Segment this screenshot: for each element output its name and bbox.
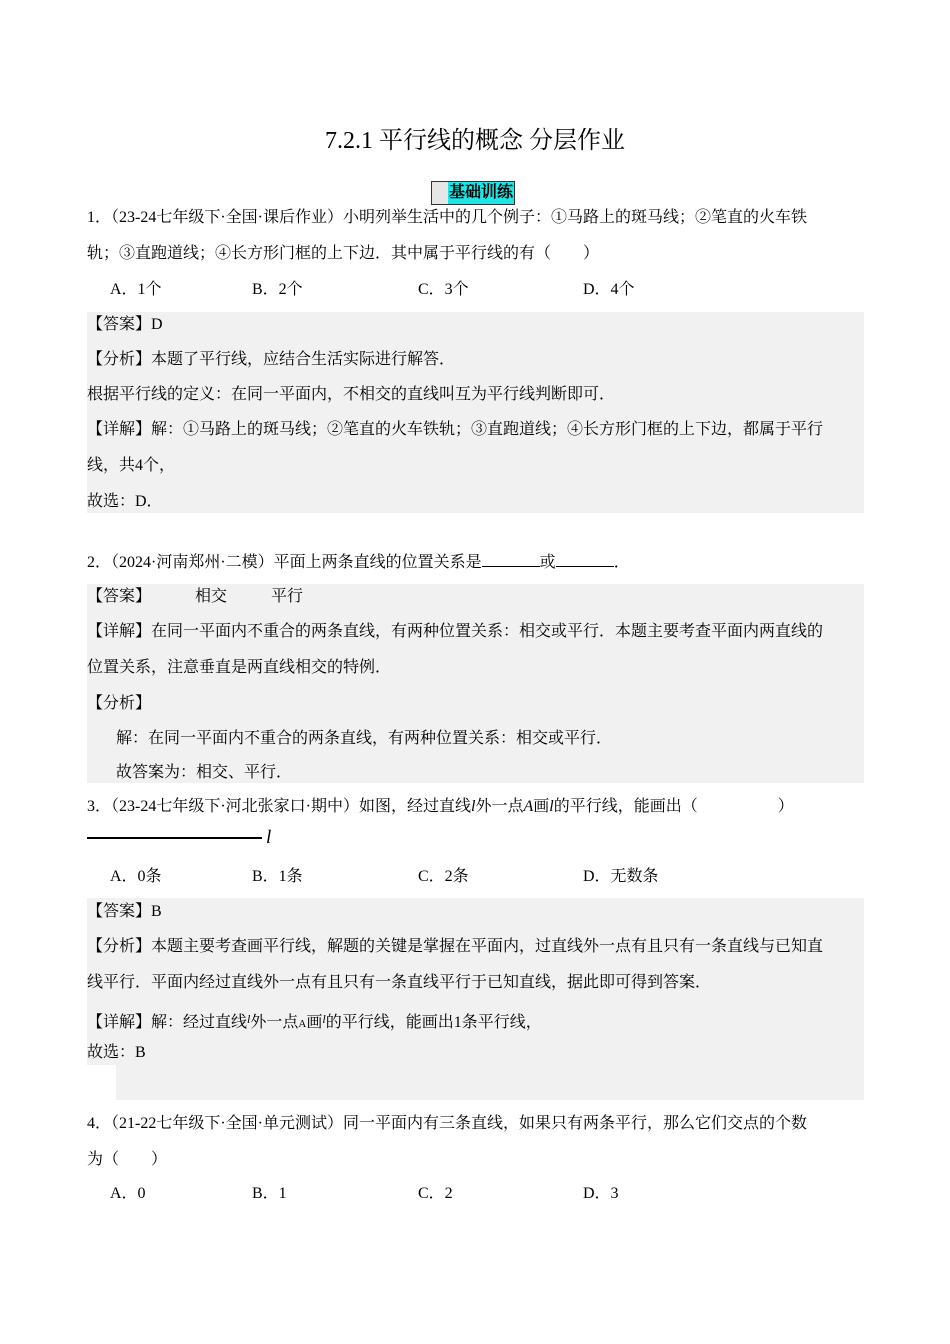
line-l-figure [87, 837, 262, 839]
q2-answer-2: 平行 [271, 588, 304, 605]
page-title: 7.2.1 平行线的概念 分层作业 [325, 128, 625, 154]
q3-detail-a: 【详解】解：经过直线 [87, 1014, 248, 1031]
q3-detail-d: 的平行线，能画出1条平行线， [325, 1014, 542, 1031]
q3-detail-c: 画 [306, 1014, 323, 1031]
q3-analysis1: 【分析】本题主要考查画平行线，解题的关键是掌握在平面内，过直线外一点有且只有一条直线与已知直 [87, 938, 824, 955]
q1-answer: 【答案】D [87, 316, 163, 333]
q4-option-b: B．1 [252, 1185, 287, 1202]
q3-answer: 【答案】B [87, 903, 162, 920]
q2-blank-2 [556, 552, 614, 567]
q1-choose: 故选：D． [87, 493, 163, 510]
q3-stem [87, 797, 794, 817]
q3-solution-box-tail [116, 1065, 864, 1100]
q3-stem-d: 的平行线，能画出（ ） [553, 798, 794, 815]
section-heading [431, 181, 515, 205]
q2-answer [87, 587, 303, 607]
q3-var-l: l [471, 798, 476, 815]
q2-detail1: 【详解】在同一平面内不重合的两条直线，有两种位置关系：相交或平行．本题主要考查平面内两直线的 [87, 623, 824, 640]
q3-stem-b: 外一点 [475, 798, 524, 815]
q1-option-d: D．4个 [583, 281, 635, 298]
q3-option-d: D．无数条 [583, 868, 659, 885]
q2-blank-1 [482, 552, 540, 567]
q1-option-c: C．3个 [418, 281, 469, 298]
q2-answer-1: 相交 [195, 588, 228, 605]
q2-solution-box [87, 584, 864, 783]
q3-var-a: A [523, 798, 534, 815]
q4-stem-line1: 4．（21-22七年级下·全国·单元测试）同一平面内有三条直线，如果只有两条平行，那么它们交点的个数 [87, 1115, 807, 1132]
line-l-label: l [266, 827, 272, 848]
q3-option-a: A．0条 [110, 868, 162, 885]
q1-stem-line2: 轨；③直跑道线；④长方形门框的上下边．其中属于平行线的有（ ） [87, 245, 600, 262]
q2-detail2: 位置关系，注意垂直是两直线相交的特例． [87, 659, 392, 676]
q2-analysis-label: 【分析】 [87, 695, 152, 712]
q2-end: ． [613, 554, 630, 571]
q3-detail-var-a: A [298, 1018, 307, 1030]
q1-solution-box [87, 312, 864, 513]
q3-choose: 故选：B [87, 1044, 146, 1061]
q2-or: 或 [539, 554, 556, 571]
q3-detail-b: 外一点 [250, 1014, 299, 1031]
q1-analysis: 【分析】本题了平行线，应结合生活实际进行解答． [87, 351, 456, 368]
q3-var-l2: l [549, 798, 554, 815]
q2-answer-label: 【答案】 [87, 588, 152, 605]
q3-stem-a: 3．（23-24七年级下·河北张家口·期中）如图，经过直线 [87, 798, 471, 815]
q3-option-b: B．1条 [252, 868, 303, 885]
q4-option-c: C．2 [418, 1185, 453, 1202]
q4-option-a: A．0 [110, 1185, 146, 1202]
q1-detail2: 线，共4个， [87, 457, 176, 474]
q1-detail1: 【详解】解：①马路上的斑马线；②笔直的火车铁轨；③直跑道线；④长方形门框的上下边，都属于平行 [87, 421, 824, 438]
q3-stem-c: 画 [533, 798, 550, 815]
q2-final: 故答案为：相交、平行． [116, 764, 293, 781]
q2-stem [87, 552, 630, 573]
q1-analysis2: 根据平行线的定义：在同一平面内，不相交的直线叫互为平行线判断即可． [87, 386, 616, 403]
q3-detail-var-l2: l [322, 1012, 326, 1026]
q1-stem-line1: 1．（23-24七年级下·全国·课后作业）小明列举生活中的几个例子：①马路上的斑马线；②笔直的火车铁 [87, 209, 807, 226]
q4-stem-line2: 为（ ） [87, 1151, 168, 1168]
q4-option-d: D．3 [583, 1185, 619, 1202]
q1-option-a: A．1个 [110, 281, 162, 298]
q3-option-c: C．2条 [418, 868, 469, 885]
q2-solution: 解：在同一平面内不重合的两条直线，有两种位置关系：相交或平行． [116, 730, 613, 747]
section-label: 基础训练 [448, 182, 514, 204]
q3-detail [87, 1009, 542, 1034]
q1-option-b: B．2个 [252, 281, 303, 298]
q2-stem-text: 2．（2024·河南郑州·二模）平面上两条直线的位置关系是 [87, 554, 482, 571]
q3-analysis2: 线平行．平面内经过直线外一点有且只有一条直线平行于已知直线，据此即可得到答案． [87, 974, 712, 991]
q3-detail-var-l: l [247, 1012, 251, 1026]
